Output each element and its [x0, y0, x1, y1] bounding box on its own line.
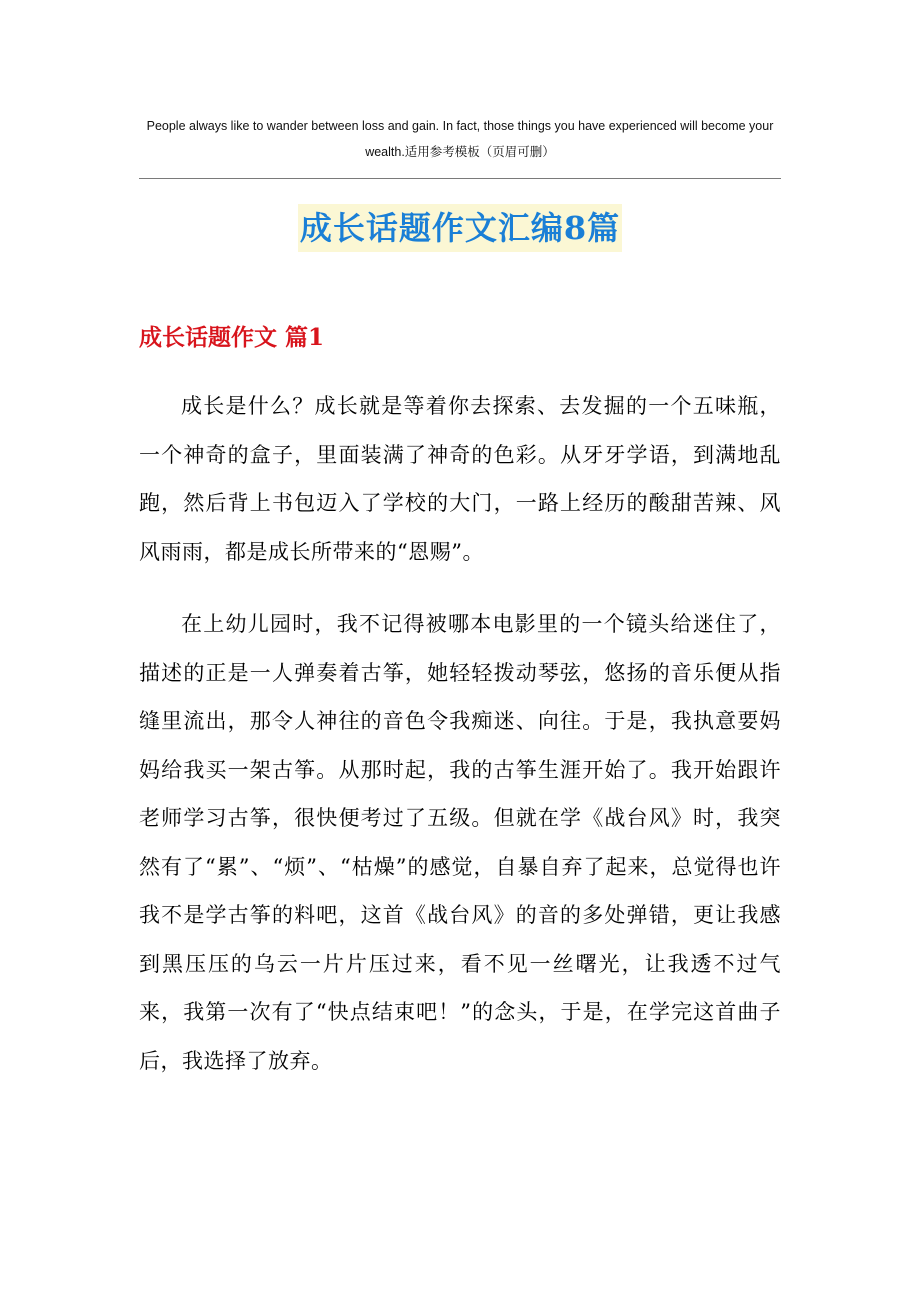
section-heading: 成长话题作文 篇1 [139, 324, 325, 351]
paragraph-2: 在上幼儿园时，我不记得被哪本电影里的一个镜头给迷住了，描述的正是一人弹奏着古筝，她轻轻拨动琴弦，悠扬的音乐便从指缝里流出，那令人神往的音色令我痴迷、向往。于是，我执意要妈妈给我买一架古筝。从那时起，我的古筝生涯开始了。我开始跟许老师学习古筝，很快便考过了五级。但就在学《战台风》时，我突然有了“累”、“烦”、“枯燥”的感觉，自暴自弃了起来，总觉得也许我不是学古筝的料吧，这首《战台风》的音的多处弹错，更让我感到黑压压的乌云一片片压过来，看不见一丝曙光，让我透不过气来，我第一次有了“快点结束吧！”的念头，于是，在学完这首曲子后，我选择了放弃。 [139, 612, 781, 1073]
header-line-1: People always like to wander between loss and gain. In fact, those things you have experienced will become your [146, 119, 774, 133]
paragraph-1: 成长是什么？成长就是等着你去探索、去发掘的一个五味瓶，一个神奇的盒子，里面装满了神奇的色彩。从牙牙学语，到满地乱跑，然后背上书包迈入了学校的大门，一路上经历的酸甜苦辣、风风雨雨，都是成长所带来的“恩赐”。 [139, 394, 781, 564]
document-title: 成长话题作文汇编8篇 [298, 204, 622, 252]
page-header [120, 113, 800, 165]
title-container [0, 204, 920, 252]
header-divider [139, 178, 781, 179]
header-line-2: wealth.适用参考模板（页眉可删） [365, 145, 555, 159]
article-body [139, 382, 781, 1109]
